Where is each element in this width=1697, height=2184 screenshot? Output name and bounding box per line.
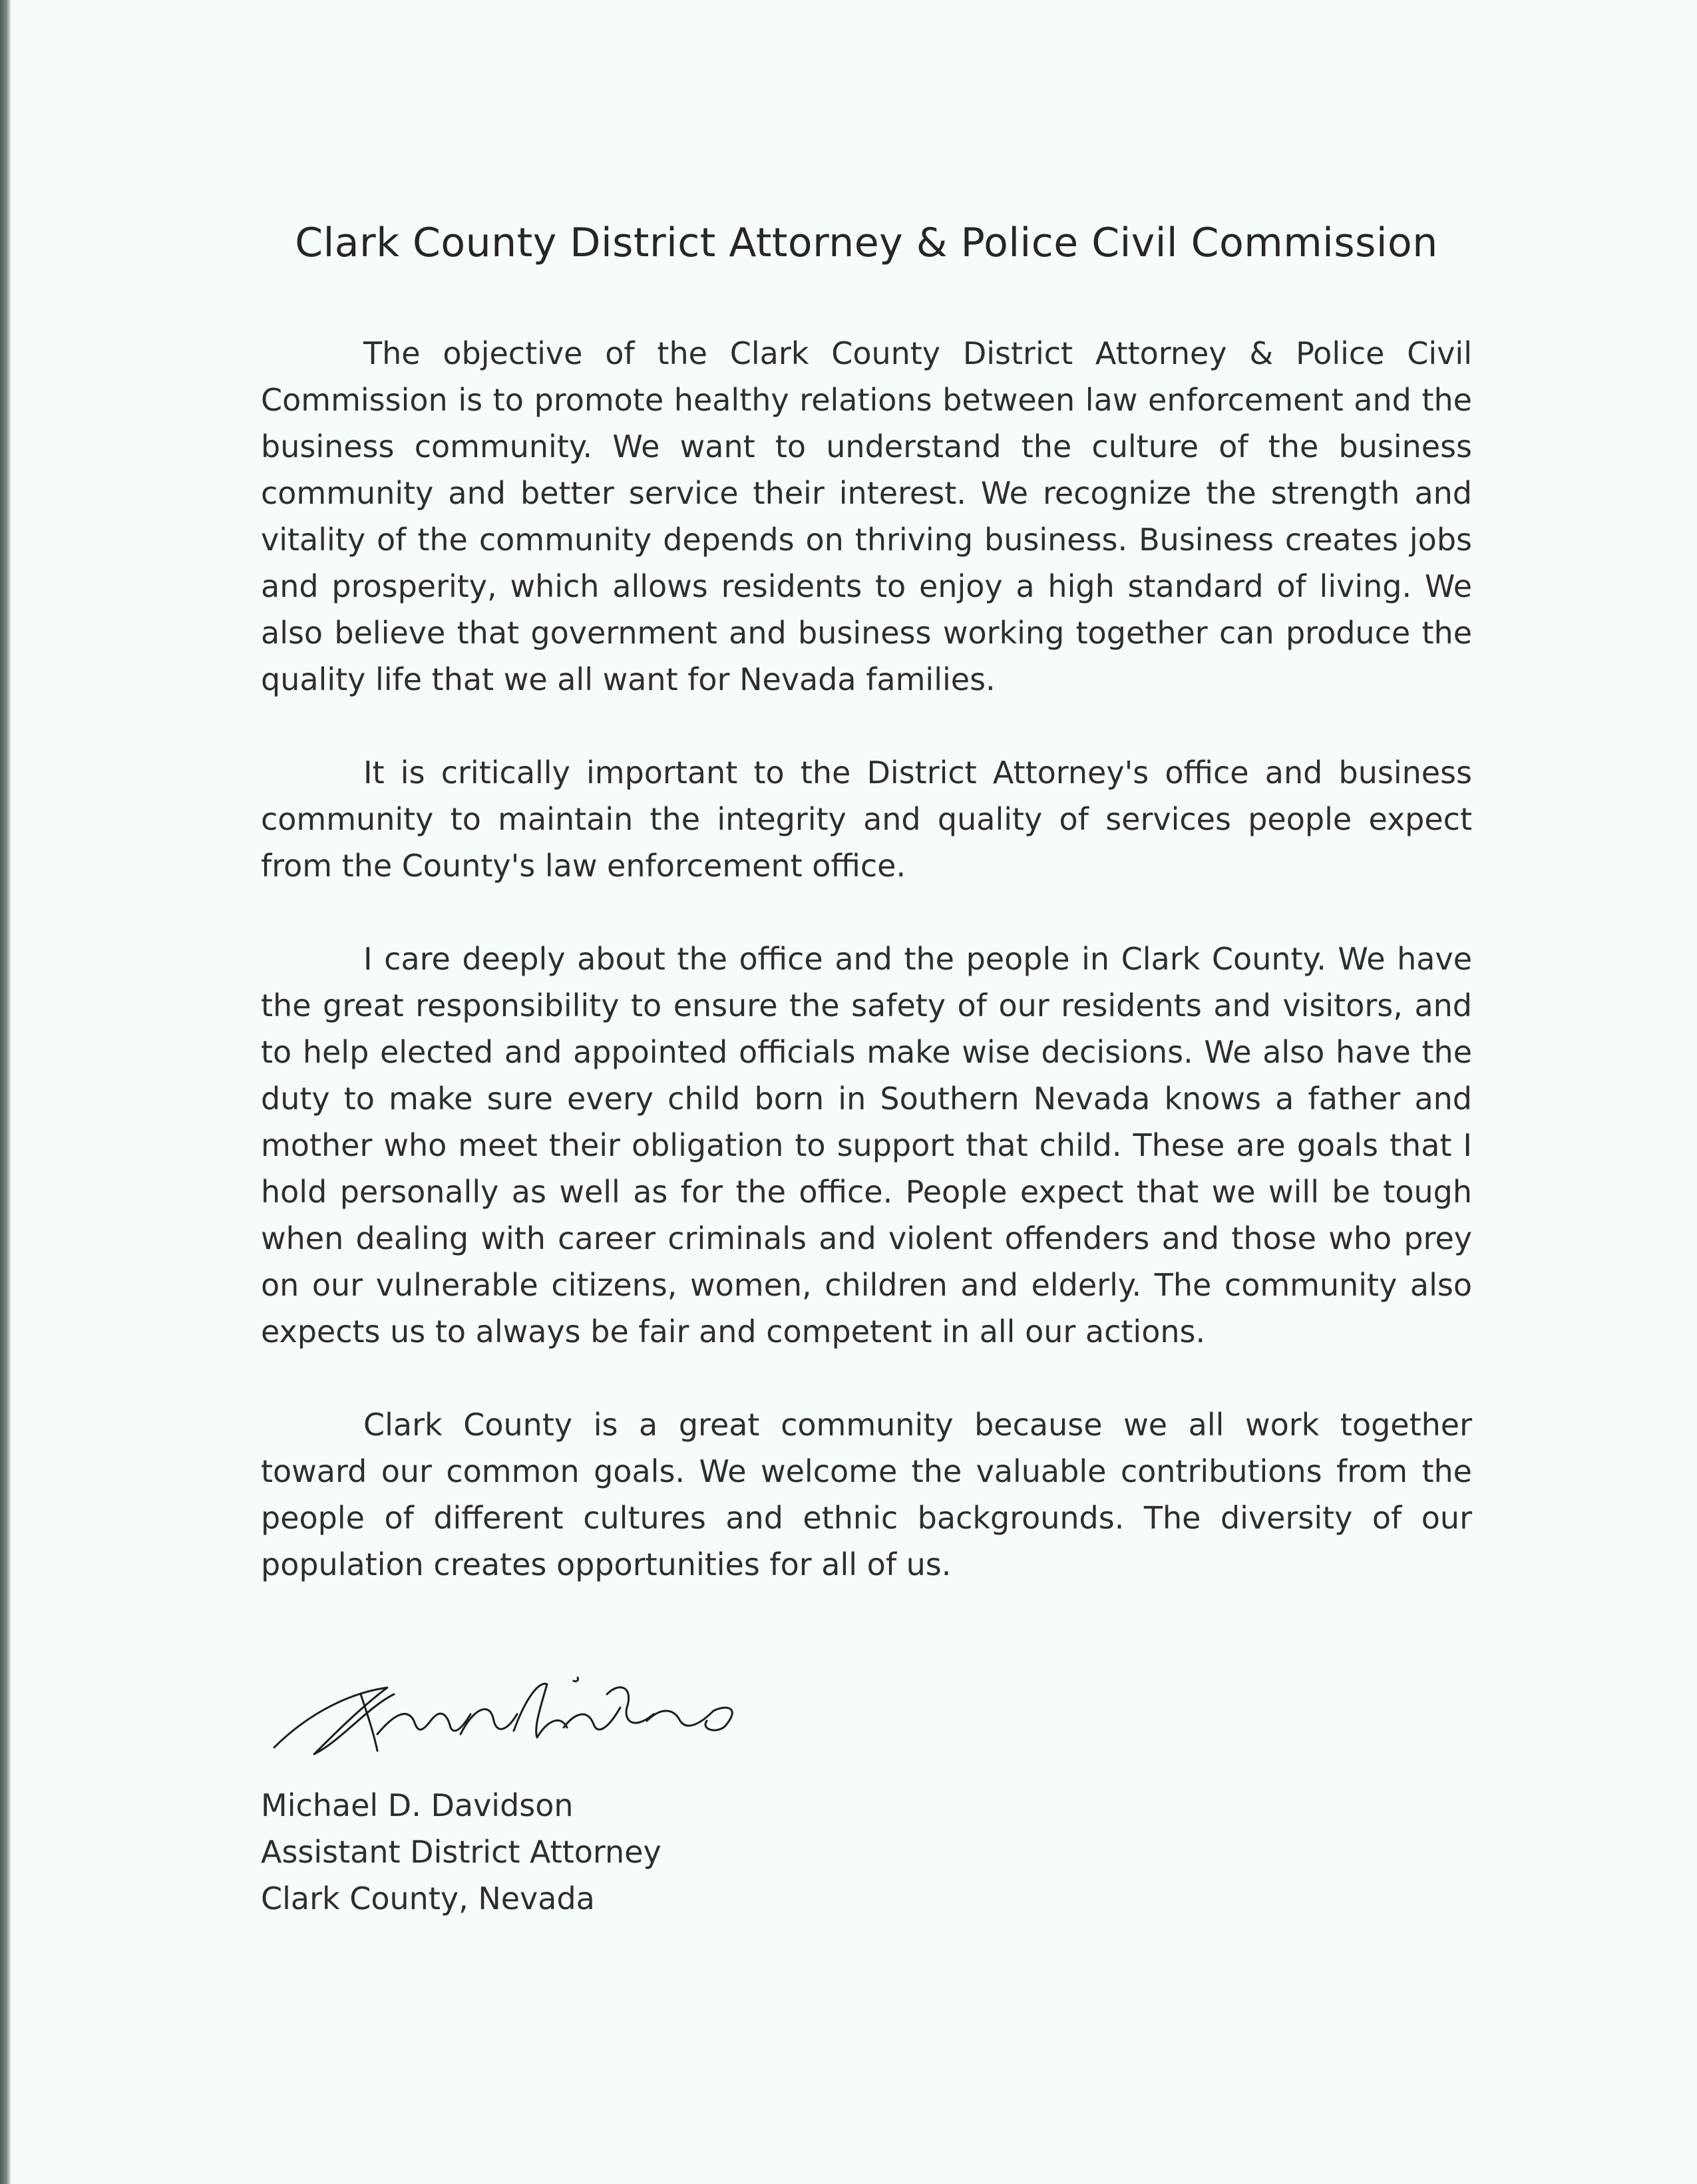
signature-block xyxy=(261,1782,1472,1922)
paragraph-responsibility: I care deeply about the office and the people in Clark County. We have the great responsibility to ensure the safety of our residents and visitors, and to help elected and appointed officials make wise decisions. We also have the duty to make sure every child born in Southern Nevada knows a father and mother who meet their obligation to support that child. These are goals that I hold personally as well as for the office. People expect that we will be tough when dealing with career criminals and violent offenders and those who prey on our vulnerable citizens, women, children and elderly. The community also expects us to always be fair and competent in all our actions. xyxy=(261,941,1472,1350)
letter-title: Clark County District Attorney & Police Civil Commission xyxy=(295,220,1438,266)
signer-position: Assistant District Attorney xyxy=(261,1834,661,1870)
paragraph-integrity: It is critically important to the District Attorney's office and business community to maintain the integrity and quality of services people expect from the County's law enforcement office. xyxy=(261,755,1472,884)
paragraph-community: Clark County is a great community because we all work together toward our common goals. We welcome the valuable contributions from the people of different cultures and ethnic backgrounds. The diversity of our population creates opportunities for all of us. xyxy=(261,1407,1472,1582)
handwritten-signature xyxy=(261,1668,780,1767)
paragraph-objective: The objective of the Clark County District Attorney & Police Civil Commission is to promote healthy relations between law enforcement and the business community. We want to understand the culture of the business community and better service their interest. We recognize the strength and vitality of the community depends on thriving business. Business creates jobs and prosperity, which allows residents to enjoy a high standard of living. We also believe that government and business working together can produce the quality life that we all want for Nevada families. xyxy=(261,335,1472,697)
signer-location: Clark County, Nevada xyxy=(261,1881,595,1916)
letter-page xyxy=(261,220,1472,1922)
scan-edge xyxy=(0,0,11,2184)
signer-name: Michael D. Davidson xyxy=(261,1787,574,1823)
